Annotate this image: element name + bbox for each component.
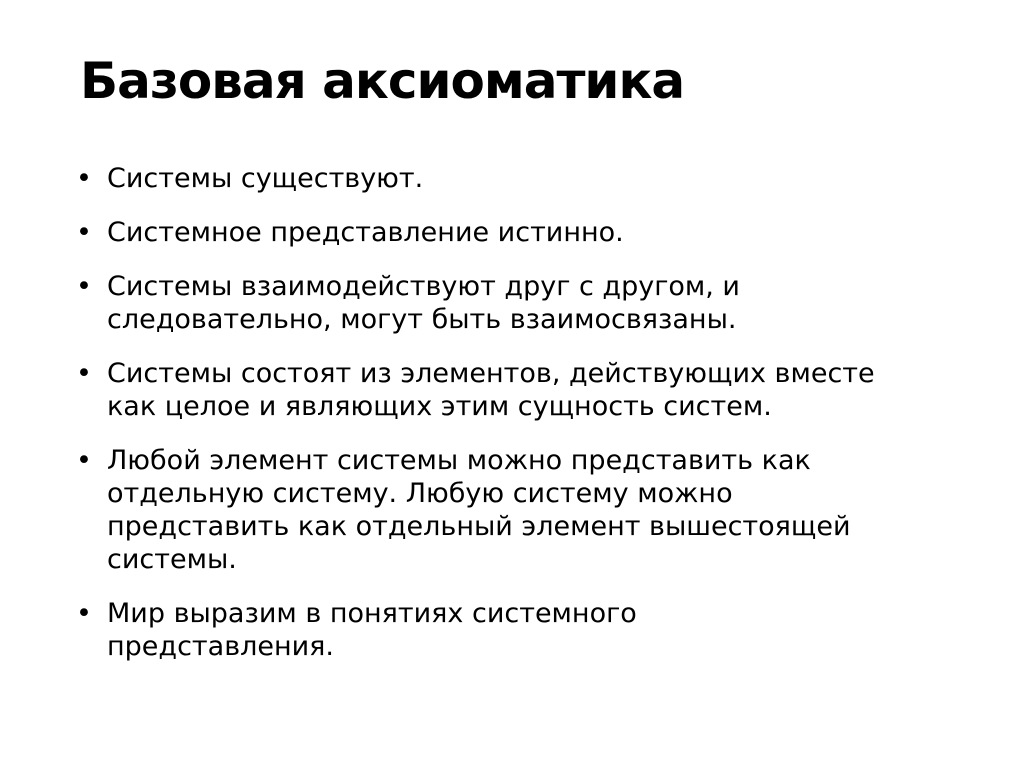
bullet-marker: • xyxy=(76,217,92,248)
bullet-marker: • xyxy=(76,358,92,389)
bullet-text-line: системы. xyxy=(107,544,237,575)
bullet-item xyxy=(76,597,976,663)
bullet-text-line: представления. xyxy=(107,631,334,662)
bullet-item xyxy=(76,270,976,336)
bullet-text-line: Системы существуют. xyxy=(107,163,424,194)
bullet-text-line: отдельную систему. Любую систему можно xyxy=(107,478,733,509)
bullet-marker: • xyxy=(76,163,92,194)
bullet-list xyxy=(76,162,976,663)
bullet-item xyxy=(76,162,976,195)
bullet-marker: • xyxy=(76,271,92,302)
bullet-item xyxy=(76,444,976,576)
bullet-text-line: представить как отдельный элемент вышестоящей xyxy=(107,511,851,542)
bullet-item xyxy=(76,216,976,249)
bullet-text-line: Мир выразим в понятиях системного xyxy=(107,598,637,629)
bullet-text-line: Системы взаимодействуют друг с другом, и xyxy=(107,271,740,302)
bullet-text-line: следовательно, могут быть взаимосвязаны. xyxy=(107,304,737,335)
bullet-item xyxy=(76,357,976,423)
bullet-text-line: Системы состоят из элементов, действующих вместе xyxy=(107,358,875,389)
slide-title: Базовая аксиоматика xyxy=(80,52,685,110)
bullet-marker: • xyxy=(76,445,92,476)
bullet-text-line: Любой элемент системы можно представить как xyxy=(107,445,811,476)
bullet-text-line: как целое и являющих этим сущность систем. xyxy=(107,391,772,422)
bullet-text-line: Системное представление истинно. xyxy=(107,217,624,248)
bullet-marker: • xyxy=(76,598,92,629)
